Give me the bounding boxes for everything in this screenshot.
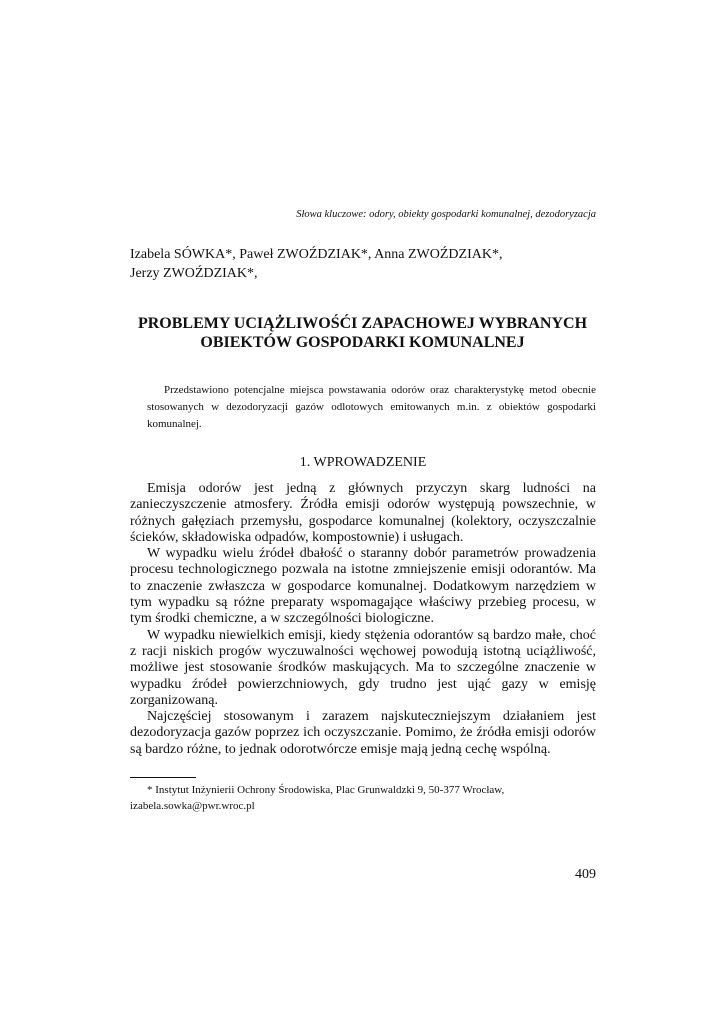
title-line-1: PROBLEMY UCIĄŻLIWOŚĆI ZAPACHOWEJ WYBRANYCH bbox=[137, 315, 588, 332]
abstract-text: Przedstawiono potencjalne miejsca powstawania odorów oraz charakterystykę metod obecnie stosowanych w dezodoryzacji gazów odlotowych emitowanych m.in. z obiektów gospodarki komunalnej. bbox=[147, 384, 596, 430]
section-heading: 1. WPROWADZENIE bbox=[299, 455, 427, 470]
footnote-divider bbox=[130, 777, 196, 778]
body-paragraph: Emisja odorów jest jedną z głównych przyczyn skarg ludności na zanieczyszczenie atmosfery. Źródła emisji odorów występują powszechnie, w różnych gałęziach przemysłu, gospodarce komunalnej (kolektory, oczyszczalnie ścieków, składowiska odpadów, kompostownie) i usługach. bbox=[130, 481, 596, 545]
footnote bbox=[130, 783, 596, 814]
keywords-line: Słowa kluczowe: odory, obiekty gospodarki komunalnej, dezodoryzacja bbox=[296, 209, 596, 220]
footnote-email: izabela.sowka@pwr.wroc.pl bbox=[130, 799, 255, 812]
author-line-2: Jerzy ZWOŹDZIAK*, bbox=[130, 265, 258, 281]
body-text bbox=[130, 481, 596, 758]
page-number: 409 bbox=[575, 867, 596, 882]
body-paragraph: W wypadku niewielkich emisji, kiedy stężenia odorantów są bardzo małe, choć z racji niskich progów wyczuwalności węchowej powodują istotną uciążliwość, możliwe jest stosowanie środków maskujących. Ma to szczególne znaczenie w wypadku źródeł powierzchniowych, gdy trudno jest ująć gazy w emisję zorganizowaną. bbox=[130, 627, 596, 708]
body-paragraph: W wypadku wielu źródeł dbałość o staranny dobór parametrów prowadzenia procesu technologicznego pozwala na istotne zmniejszenie emisji odorantów. Ma to znaczenie zwłaszcza w gospodarce komunalnej. Dodatkowym narzędziem w tym wypadku są różne preparaty wspomagające właściwy przebieg procesu, w tym środki chemiczne, a w szczególności biologiczne. bbox=[130, 546, 596, 627]
paper-title bbox=[110, 314, 615, 352]
author-list bbox=[130, 246, 600, 283]
footnote-affiliation: * Instytut Inżynierii Ochrony Środowiska, Plac Grunwaldzki 9, 50-377 Wrocław, bbox=[147, 784, 505, 796]
title-line-2: OBIEKTÓW GOSPODARKI KOMUNALNEJ bbox=[200, 334, 525, 351]
author-line-1: Izabela SÓWKA*, Paweł ZWOŹDZIAK*, Anna ZWOŹDZIAK*, bbox=[130, 247, 503, 262]
body-paragraph: Najczęściej stosowanym i zarazem najskuteczniejszym działaniem jest dezodoryzacja gazów poprzez ich oczyszczanie. Pomimo, że źródła emisji odorów są bardzo różne, to jednak odorotwórcze emisje mają jedną cechę wspólną. bbox=[130, 709, 596, 757]
abstract bbox=[147, 382, 596, 433]
